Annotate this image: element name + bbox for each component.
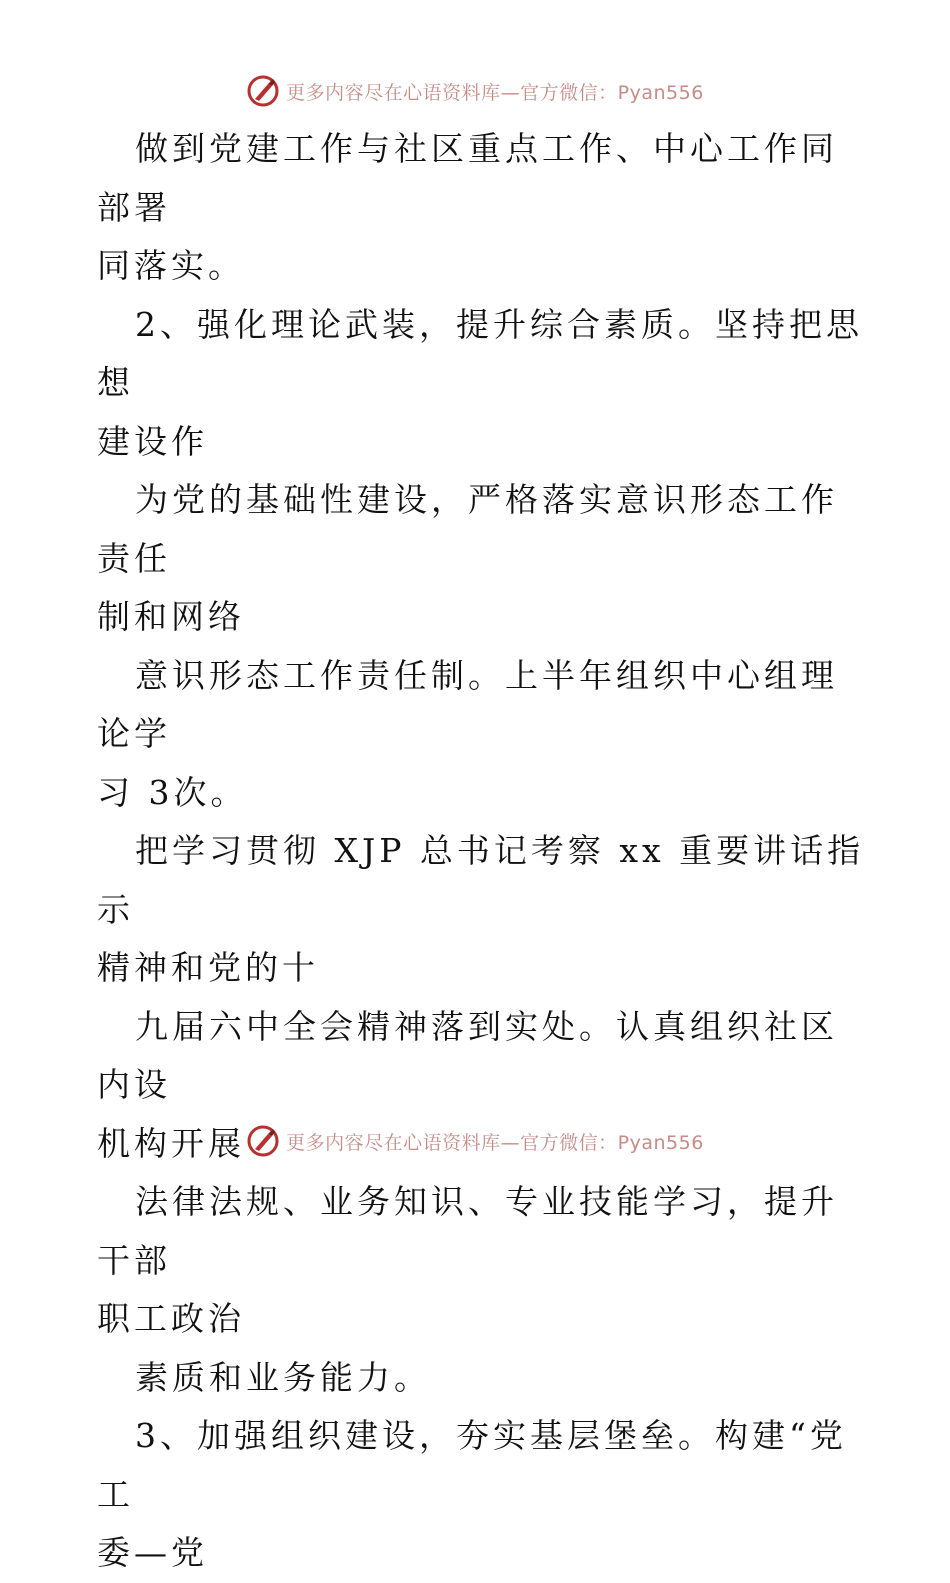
footer-watermark: [0, 1121, 950, 1161]
watermark-text: 更多内容尽在心语资料库—官方微信：Pyan556: [286, 1131, 704, 1154]
paragraph-line: 法律法规、业务知识、专业技能学习，提升干部: [97, 1182, 838, 1280]
paragraph-line: 为党的基础性建设，严格落实意识形态工作责任: [97, 480, 838, 578]
paragraph: [97, 471, 867, 647]
paragraph-line: 制和网络: [97, 597, 245, 636]
paragraph-line: 做到党建工作与社区重点工作、中心工作同部署: [97, 129, 838, 227]
paragraph-line: 2、强化理论武装，提升综合素质。坚持把思想: [97, 304, 863, 402]
paragraph: [97, 822, 867, 998]
paragraph-line: 精神和党的十: [97, 948, 319, 987]
header-watermark: [0, 71, 950, 111]
pen-logo-icon: [246, 74, 280, 108]
paragraph: [97, 1173, 867, 1349]
paragraph-line: 机构开展: [97, 1123, 245, 1163]
paragraph-line: 建设作: [97, 421, 208, 461]
paragraph: [97, 120, 867, 296]
paragraph: [97, 647, 867, 823]
document-body: [97, 120, 867, 1583]
paragraph-line: 意识形态工作责任制。上半年组织中心组理论学: [97, 655, 838, 753]
paragraph: [97, 296, 867, 472]
paragraph-line: 同落实。: [97, 246, 245, 285]
paragraph-line: 职工政治: [97, 1299, 245, 1338]
paragraph: [97, 1407, 867, 1583]
watermark-text: 更多内容尽在心语资料库—官方微信：Pyan556: [286, 81, 704, 104]
paragraph-line: 3、加强组织建设，夯实基层堡垒。构建“党工: [97, 1416, 847, 1514]
pen-logo-icon: [246, 1124, 280, 1158]
paragraph-line: 素质和业务能力。: [135, 1357, 431, 1397]
paragraph-line: 习 3次。: [97, 772, 248, 812]
paragraph-line: 把学习贯彻 XJP 总书记考察 xx 重要讲话指示: [97, 831, 865, 929]
paragraph: [97, 1349, 867, 1408]
paragraph-line: 委—党: [97, 1533, 208, 1572]
paragraph-line: 九届六中全会精神落到实处。认真组织社区内设: [97, 1006, 838, 1104]
